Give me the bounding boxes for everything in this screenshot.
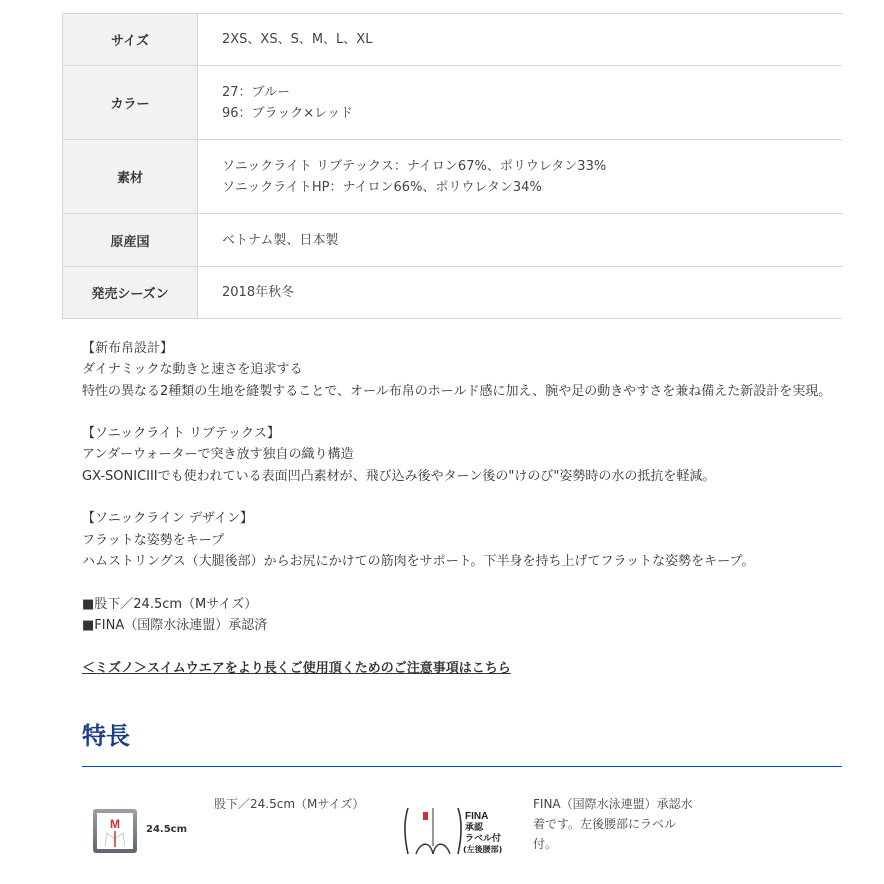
- inseam-icon-letter: M: [110, 817, 120, 831]
- spec-label: 発売シーズン: [63, 267, 198, 319]
- fina-icon-text: FINA: [465, 811, 489, 822]
- spec-row-origin: [63, 214, 843, 267]
- spec-table: [62, 13, 842, 319]
- fina-text-line: 付。: [533, 837, 558, 851]
- desc-note: ■股下／24.5cm（Mサイズ）: [82, 596, 258, 612]
- spec-value-line: 27：ブルー: [222, 84, 291, 100]
- spec-row-size: [63, 14, 843, 66]
- spec-label: サイズ: [63, 14, 198, 66]
- desc-line: GX-SONICIIIでも使われている表面凹凸素材が、飛び込み後やターン後の"けのび"姿勢時の水の抵抗を軽減。: [82, 468, 716, 484]
- desc-line: ダイナミックな動きと速さを追求する: [82, 362, 303, 378]
- spec-value-line: ソニックライトHP：ナイロン66%、ポリウレタン34%: [222, 179, 542, 195]
- inseam-icon: [93, 809, 137, 853]
- product-description: [82, 338, 872, 636]
- desc-line: ハムストリングス（大腿後部）からお尻にかけての筋肉をサポート。下半身を持ち上げてフラットな姿勢をキープ。: [82, 553, 755, 569]
- fina-icon-text: ラベル付: [465, 834, 502, 844]
- inseam-text: 股下／24.5cm（Mサイズ）: [214, 797, 365, 811]
- spec-label: 素材: [63, 140, 198, 214]
- desc-heading: 【ソニックライン デザイン】: [82, 511, 254, 527]
- spec-row-color: [63, 66, 843, 140]
- spec-value-line: 2XS、XS、S、M、L、XL: [222, 32, 373, 47]
- features-title: 特長: [82, 722, 130, 750]
- fina-text-line: 着です。左後腰部にラベル: [533, 817, 677, 831]
- spec-label: カラー: [63, 66, 198, 140]
- fina-text: [533, 794, 693, 854]
- inseam-caption: 24.5cm: [146, 824, 188, 835]
- spec-row-material: [63, 140, 843, 214]
- features-divider: [82, 766, 842, 767]
- desc-heading: 【ソニックライト リブテックス】: [82, 426, 280, 442]
- spec-value: [198, 214, 843, 267]
- fina-icon-text: 承認: [465, 823, 484, 833]
- spec-value: [198, 140, 843, 214]
- fina-icon-text: (左後腰部): [463, 845, 503, 854]
- fina-text-line: FINA（国際水泳連盟）承認水: [533, 797, 693, 811]
- spec-label: 原産国: [63, 214, 198, 267]
- spec-value-line: ベトナム製、日本製: [222, 232, 339, 248]
- spec-value-line: ソニックライト リブテックス：ナイロン67%、ポリウレタン33%: [222, 158, 607, 174]
- desc-line: アンダーウォーターで突き放す独自の織り構造: [82, 447, 354, 463]
- desc-note: ■FINA（国際水泳連盟）承認済: [82, 617, 268, 633]
- spec-row-season: [63, 267, 843, 319]
- spec-value: [198, 14, 843, 66]
- spec-value-line: 2018年秋冬: [222, 285, 295, 300]
- desc-line: フラットな姿勢をキープ: [82, 532, 225, 548]
- spec-value-line: 96：ブラック×レッド: [222, 105, 354, 121]
- spec-value: [198, 66, 843, 140]
- spec-value: [198, 267, 843, 319]
- fina-label-icon: [402, 806, 514, 858]
- care-instructions-link[interactable]: ＜ミズノ＞スイムウエアをより長くご使用頂くためのご注意事項はこちら: [82, 661, 511, 676]
- desc-heading: 【新布帛設計】: [82, 341, 174, 356]
- desc-line: 特性の異なる2種類の生地を縫製することで、オール布帛のホールド感に加え、腕や足の動きやすさを兼ね備えた新設計を実現。: [82, 383, 832, 399]
